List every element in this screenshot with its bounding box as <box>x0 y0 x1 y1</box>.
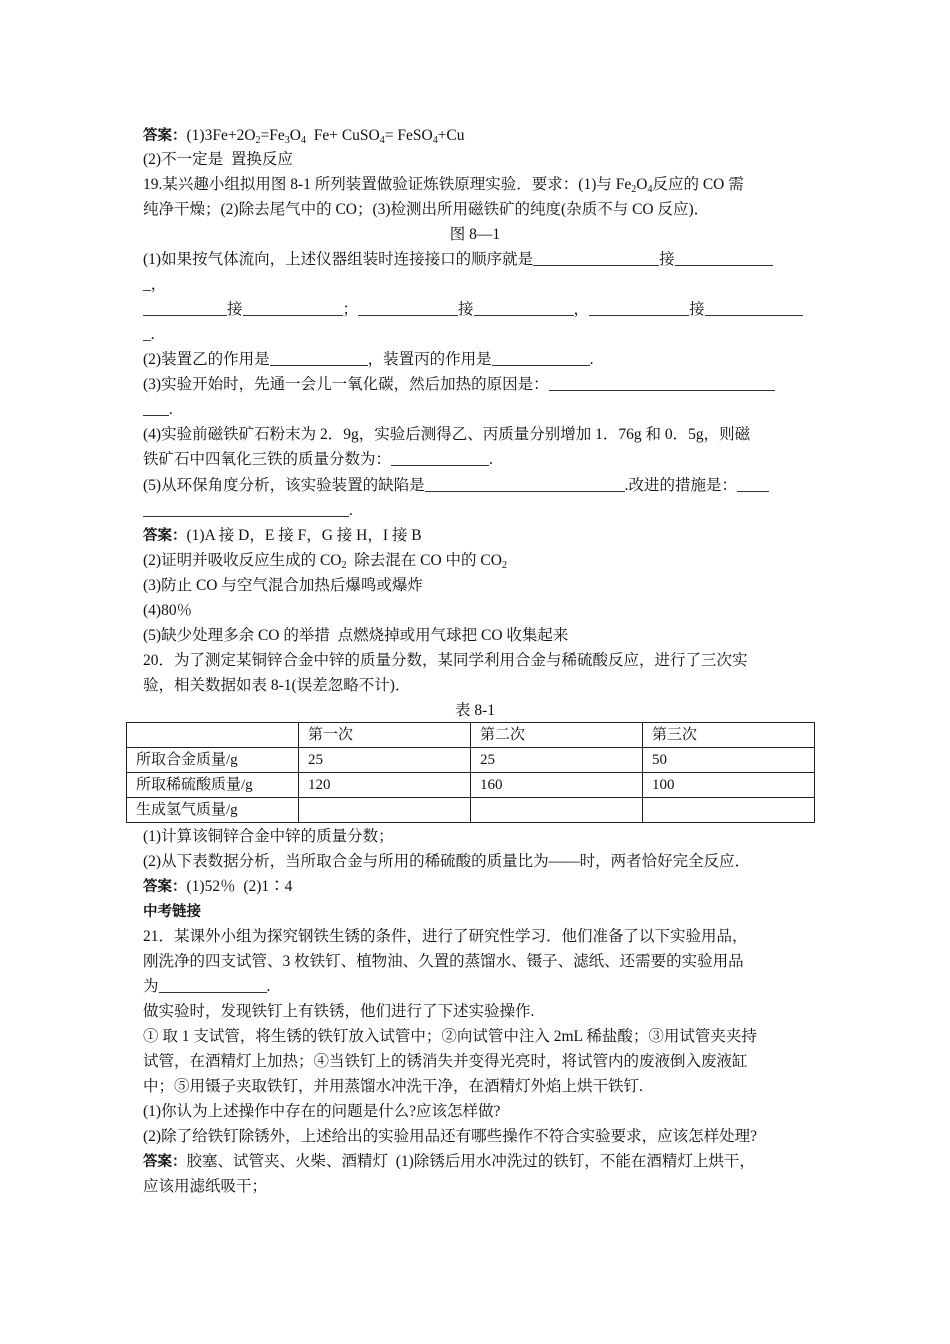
q19-sub1-line4: _. <box>143 326 155 343</box>
answer-blank[interactable] <box>492 351 590 366</box>
q20-stem-line1: 20．为了测定某铜锌合金中锌的质量分数，某同学利用合金与稀硫酸反应，进行了三次实 <box>143 652 748 669</box>
answer-blank[interactable] <box>705 301 803 316</box>
q21-stem-line1: 21．某课外小组为探究钢铁生锈的条件，进行了研究性学习．他们准备了以下实验用品， <box>143 928 748 945</box>
q19-sub4-line2: 铁矿石中四氧化三铁的质量分数为： . <box>143 451 493 468</box>
table-row: 所取稀硫酸质量/g 120 160 100 <box>127 773 815 798</box>
q19-answer-line2: (2)证明并吸收反应生成的 $CO_2$ 除去混在 CO 中的 $CO_2$ <box>143 552 507 571</box>
answer-blank[interactable] <box>243 301 343 316</box>
q21-sub1: (1)你认为上述操作中存在的问题是什么?应该怎样做? <box>143 1103 501 1120</box>
q19-sub1-line2: _， <box>143 276 167 293</box>
q20-sub1: (1)计算该铜锌合金中锌的质量分数； <box>143 828 394 845</box>
answer-blank[interactable] <box>675 251 773 266</box>
q19-sub5-line1: (5)从环保角度分析，该实验装置的缺陷是 .改进的措施是： <box>143 474 823 498</box>
data-table <box>126 722 815 823</box>
q20-stem-line2: 验，相关数据如表 8-1(误差忽略不计)． <box>143 677 411 694</box>
q19-sub1-line1: (1)如果按气体流向，上述仪器组装时连接接口的顺序就是 接 <box>143 248 823 272</box>
row-label: 生成氢气质量/g <box>127 798 299 823</box>
answer-blank[interactable] <box>737 477 769 492</box>
q19-answer-line3: (3)防止 CO 与空气混合加热后爆鸣或爆炸 <box>143 577 423 594</box>
answer-label: 答案： <box>143 1154 187 1170</box>
answer-blank[interactable] <box>159 978 267 993</box>
answer-blank[interactable] <box>358 301 458 316</box>
table-header-cell: 第三次 <box>643 723 815 748</box>
q19-sub4-line1: (4)实验前磁铁矿石粉末为 2．9g，实验后测得乙、丙质量分别增加 1．76g 和 0．5g，则磁 <box>143 426 751 443</box>
q21-line5: ① 取 1 支试管，将生锈的铁钉放入试管中；②向试管中注入 2mL 稀盐酸；③用试管夹夹持 <box>143 1028 757 1045</box>
q19-sub3-line1: (3)实验开始时，先通一会儿一氧化碳，然后加热的原因是： <box>143 373 823 397</box>
q19-answer-line5: (5)缺少处理多余 CO 的举措 点燃烧掉或用气球把 CO 收集起来 <box>143 627 569 644</box>
answer-blank[interactable] <box>143 401 169 416</box>
q19-sub5-line2: . <box>143 499 823 523</box>
q18-answer-line2: (2)不一定是 置换反应 <box>143 151 293 168</box>
table-header-cell: 第一次 <box>299 723 471 748</box>
table-row <box>127 798 815 823</box>
table-row: 所取合金质量/g 25 25 50 <box>127 748 815 773</box>
q21-line7: 中；⑤用镊子夹取铁钉，并用蒸馏水冲洗干净，在酒精灯外焰上烘干铁钉. <box>143 1078 643 1095</box>
table-caption: 表 8-1 <box>454 702 496 719</box>
q21-stem-line2: 刚洗净的四支试管、3 枚铁钉、植物油、久置的蒸馏水、镊子、滤纸、还需要的实验用品 <box>143 953 744 970</box>
answer-blank[interactable] <box>143 502 349 517</box>
answer-blank[interactable] <box>391 451 489 466</box>
table-header-cell: 第二次 <box>471 723 643 748</box>
q19-sub1-line3: 接 ； 接 ， 接 <box>143 298 823 322</box>
answer-blank[interactable] <box>143 301 227 316</box>
row-label: 所取合金质量/g <box>127 748 299 773</box>
answer-blank[interactable] <box>589 301 689 316</box>
q20-sub2: (2)从下表数据分析，当所取合金与所用的稀硫酸的质量比为——时，两者恰好完全反应． <box>143 853 751 870</box>
answer-label: 答案： <box>143 128 187 144</box>
table-header-row <box>127 723 815 748</box>
q19-answer-line4: (4)80％ <box>143 602 193 619</box>
q18-answer-line1: 答案：$(1)3Fe+2O_2=Fe_3O_4$ Fe+ CuSO$_4$= FeSO$_4$+Cu <box>143 127 465 146</box>
section-heading: 中考链接 <box>143 904 201 920</box>
answer-blank[interactable] <box>425 477 625 492</box>
answer-blank[interactable] <box>533 251 659 266</box>
row-label: 所取稀硫酸质量/g <box>127 773 299 798</box>
q21-line6: 试管，在酒精灯上加热；④当铁钉上的锈消失并变得光亮时，将试管内的废液倒入废液缸 <box>143 1053 748 1070</box>
figure-caption: 图 8—1 <box>449 226 501 243</box>
q19-stem-line2: 纯净干燥；(2)除去尾气中的 CO；(3)检测出所用磁铁矿的纯度(杂质不与 CO 反应)． <box>143 201 710 218</box>
q21-sub2: (2)除了给铁钉除锈外，上述给出的实验用品还有哪些操作不符合实验要求，应该怎样处理? <box>143 1128 757 1145</box>
q21-answer-line2: 应该用滤纸吸干； <box>143 1178 268 1195</box>
q19-sub3-line2: . <box>143 398 823 422</box>
answer-label: 答案： <box>143 879 187 895</box>
q19-sub2: (2)装置乙的作用是 ，装置丙的作用是 . <box>143 351 594 368</box>
answer-label: 答案： <box>143 528 187 544</box>
q21-answer-line1: 答案：胶塞、试管夹、火柴、酒精灯 (1)除锈后用水冲洗过的铁钉，不能在酒精灯上烘干， <box>143 1153 755 1170</box>
answer-blank[interactable] <box>270 351 368 366</box>
q20-answer: 答案：(1)52％ (2)1∶4 <box>143 878 293 895</box>
q19-answer-line1: 答案：(1)A 接 D，E 接 F，G 接 H，I 接 B <box>143 527 422 544</box>
answer-blank[interactable] <box>549 376 775 391</box>
q19-stem-line1: 19.某兴趣小组拟用图 8-1 所列装置做验证炼铁原理实验．要求：(1)与 $Fe_2O_4$反应的 CO 需 <box>143 176 744 195</box>
q21-stem-line3: 为 . <box>143 978 271 995</box>
q21-line4: 做实验时，发现铁钉上有铁锈，他们进行了下述实验操作. <box>143 1003 535 1020</box>
answer-blank[interactable] <box>474 301 574 316</box>
